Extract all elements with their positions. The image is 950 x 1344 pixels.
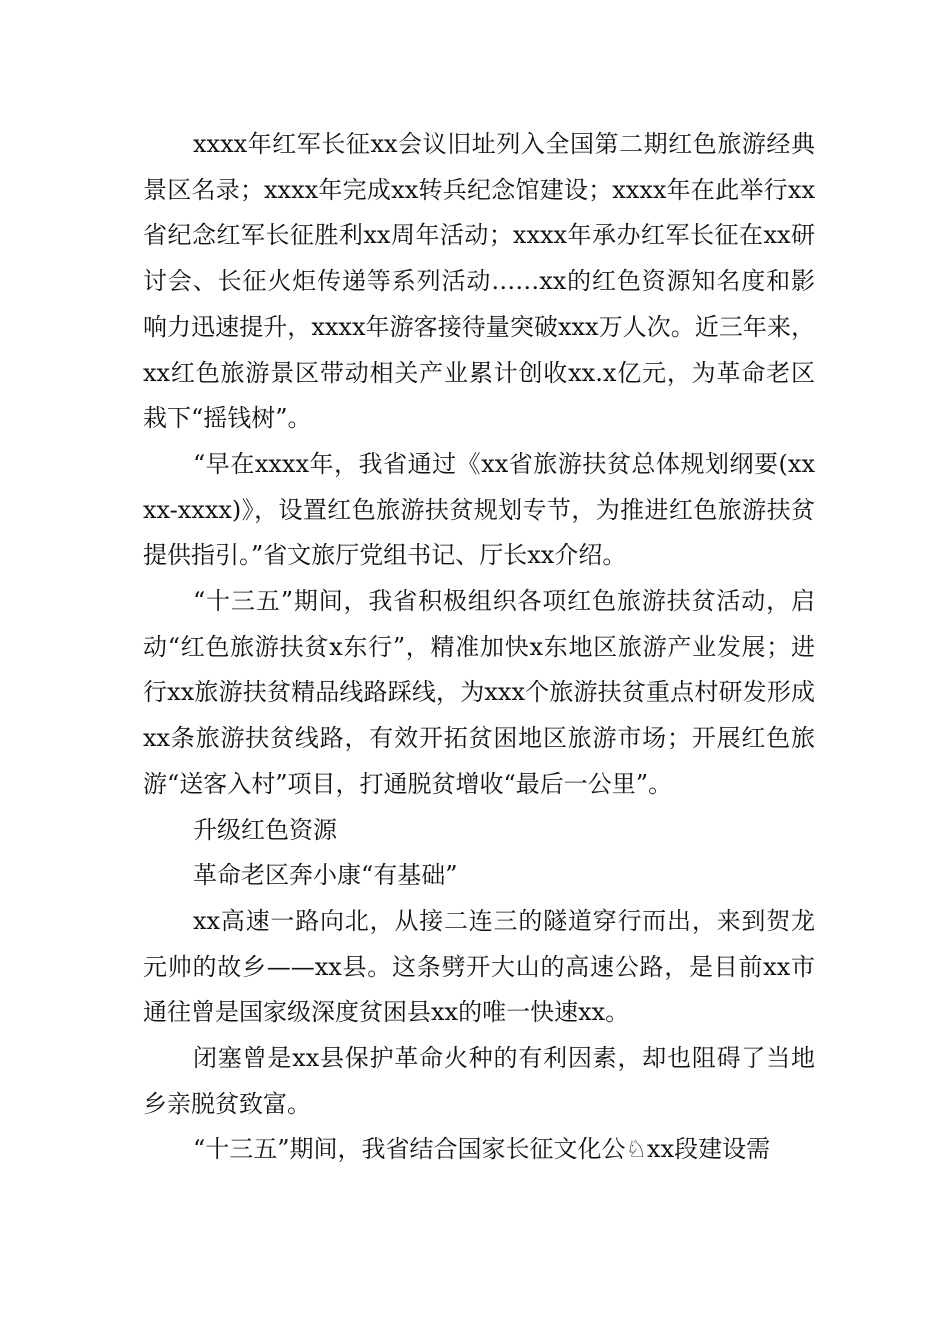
section-heading-upgrade-resources: 升级红色资源 [193, 815, 337, 844]
paragraph-highway-to-county: xx高速一路向北，从接二连三的隧道穿行而出，来到贺龙元帅的故乡——xx县。这条劈开大山的高速公路，是目前xx市通往曾是国家级深度贫困县xx的唯一快速xx。 [143, 906, 815, 1027]
document-body [143, 122, 815, 1173]
paragraph-long-march-park: “十三五”期间，我省结合国家长征文化公♘xx段建设需 [193, 1135, 771, 1164]
paragraph-red-tourism-history: xxxx年红军长征xx会议旧址列入全国第二期红色旅游经典景区名录；xxxx年完成xx转兵纪念馆建设；xxxx年在此举行xx省纪念红军长征胜利xx周年活动；xxxx年承办红军长征在xx研讨会、长征火炬传递等系列活动……xx的红色资源知名度和影响力迅速提升，xxxx年游客接待量突破xxx万人次。近三年来，xx红色旅游景区带动相关产业累计创收xx.x亿元，为革命老区栽下“摇钱树”。 [143, 130, 815, 433]
paragraph-poverty-plan-quote: “早在xxxx年，我省通过《xx省旅游扶贫总体规划纲要(xxxx-xxxx)》，设置红色旅游扶贫规划专节，为推进红色旅游扶贫提供指引。”省文旅厅党组书记、厅长xx介绍。 [143, 449, 815, 570]
paragraph-thirteenth-five-year-activities: “十三五”期间，我省积极组织各项红色旅游扶贫活动，启动“红色旅游扶贫x东行”，精准加快x东地区旅游产业发展；进行xx旅游扶贫精品线路踩线，为xxx个旅游扶贫重点村研发形成xx条旅游扶贫线路，有效开拓贫困地区旅游市场；开展红色旅游“送客入村”项目，打通脱贫增收“最后一公里”。 [143, 587, 815, 798]
section-subheading-old-revolutionary-areas: 革命老区奔小康“有基础” [193, 861, 458, 890]
paragraph-isolation: 闭塞曾是xx县保护革命火种的有利因素，却也阻碍了当地乡亲脱贫致富。 [143, 1044, 815, 1118]
